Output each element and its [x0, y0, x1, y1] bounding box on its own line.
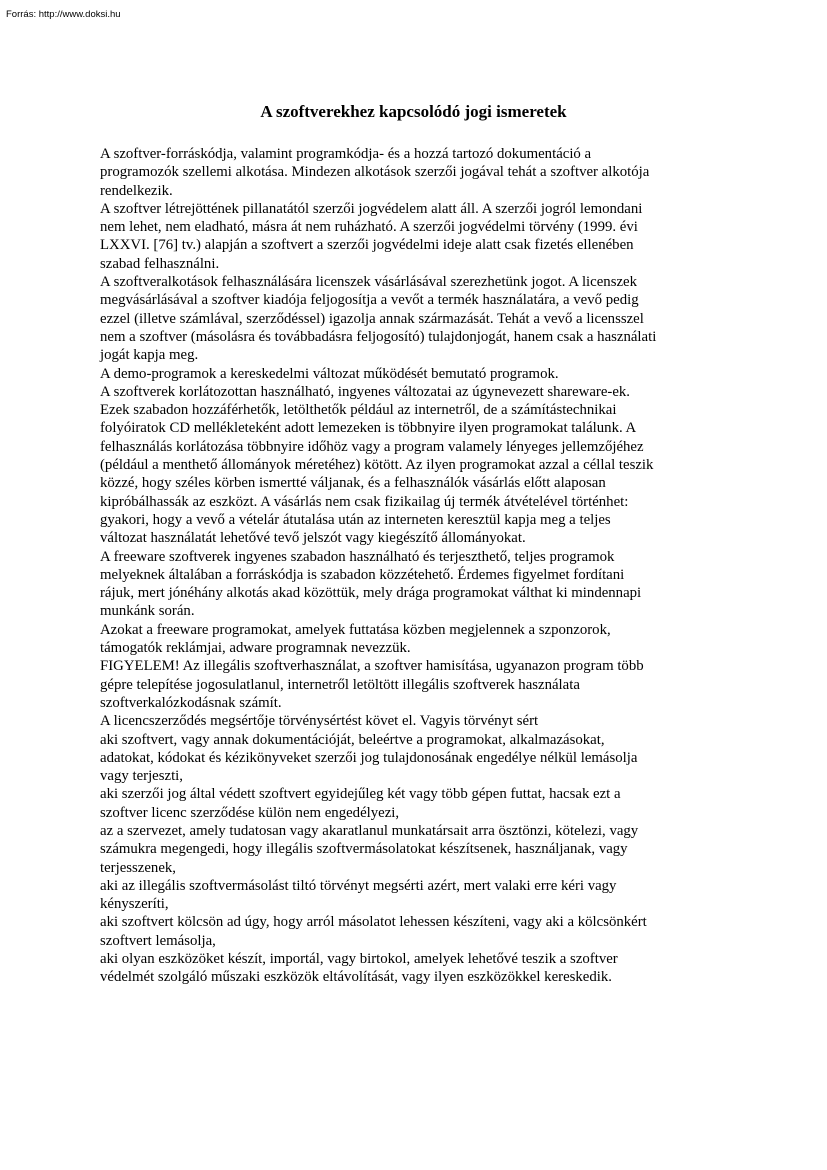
- text-line: vagy terjeszti,: [100, 768, 183, 785]
- text-line: rendelkezik.: [100, 182, 173, 199]
- text-line: nem a szoftver (másolásra és továbbadásra feljogosító) tulajdonjogát, hanem csak a használati: [100, 328, 657, 345]
- text-line: aki szoftvert kölcsön ad úgy, hogy arról másolatot lehessen készíteni, vagy aki a kölcsönkért: [100, 914, 647, 931]
- text-line: rájuk, mert jónéhány alkotás akad közöttük, mely drága programokat válthat ki mindennapi: [100, 585, 642, 602]
- text-line: nem lehet, nem eladható, másra át nem ruházható. A szerzői jogvédelmi törvény (1999. évi: [100, 219, 638, 236]
- document-title: A szoftverekhez kapcsolódó jogi ismeretek: [260, 102, 567, 121]
- text-line: A szoftverek korlátozottan használható, ingyenes változatai az úgynevezett shareware-ek.: [100, 383, 630, 400]
- text-line: szoftvert lemásolja,: [100, 932, 216, 949]
- text-line: megvásárlásával a szoftver kiadója feljogosítja a vevőt a termék használatára, a vevő pedig: [100, 292, 639, 309]
- text-line: jogát kapja meg.: [100, 347, 199, 364]
- text-line: szoftver licenc szerződése külön nem engedélyezi,: [100, 804, 400, 821]
- text-line: A licencszerződés megsértője törvénysértést követ el. Vagyis törvényt sért: [100, 713, 539, 730]
- text-line: változat használatát lehetővé tevő jelszót vagy kiegészítő állományokat.: [100, 530, 526, 547]
- text-line: A szoftver-forráskódja, valamint programkódja- és a hozzá tartozó dokumentáció a: [100, 146, 592, 162]
- text-line: aki az illegális szoftvermásolást tiltó törvényt megsérti azért, mert valaki erre kéri vagy: [100, 877, 617, 894]
- text-line: számukra megengedi, hogy illegális szoftvermásolatokat készítsenek, használjanak, vagy: [100, 841, 628, 858]
- text-line: FIGYELEM! Az illegális szoftverhasználat, a szoftver hamisítása, ugyanazon program több: [100, 658, 644, 675]
- text-line: LXXVI. [76] tv.) alapján a szoftvert a szerzői jogvédelmi ideje alatt csak fizetés ellenében: [100, 237, 634, 254]
- text-line: aki szerzői jog által védett szoftvert egyidejűleg két vagy több gépen futtat, hacsak ezt a: [100, 786, 621, 803]
- text-line: terjesszenek,: [100, 859, 177, 876]
- text-line: (például a menthető állományok méretéhez) kötött. Az ilyen programokat azzal a céllal teszik: [100, 457, 654, 474]
- document-body: [100, 145, 730, 987]
- text-line: munkánk során.: [100, 603, 195, 620]
- text-line: gyakori, hogy a vevő a vételár átutalása után az interneten keresztül kapja meg a teljes: [100, 511, 611, 528]
- text-line: Ezek szabadon hozzáférhetők, letölthetők például az internetről, de a számítástechnikai: [100, 402, 617, 419]
- text-line: az a szervezet, amely tudatosan vagy akaratlanul munkatársait arra ösztönzi, kötelezi, vagy: [100, 822, 639, 839]
- text-line: gépre telepítése jogosulatlanul, internetről letöltött illegális szoftverek használata: [100, 676, 580, 693]
- text-line: védelmét szolgáló műszaki eszközök eltávolítását, vagy ilyen eszközökkel kereskedik.: [100, 969, 612, 986]
- text-line: felhasználás korlátozása többnyire időhöz vagy a program valamely lényeges jellemzőjéhez: [100, 438, 644, 455]
- text-line: aki szoftvert, vagy annak dokumentációját, beleértve a programokat, alkalmazásokat,: [100, 731, 605, 748]
- text-line: adatokat, kódokat és kézikönyveket szerzői jog tulajdonosának engedélye nélkül lemásolja: [100, 749, 638, 766]
- text-line: szabad felhasználni.: [100, 255, 220, 272]
- text-line: A szoftveralkotások felhasználására licenszek vásárlásával szerezhetünk jogot. A licenszek: [100, 274, 637, 291]
- text-line: aki olyan eszközöket készít, importál, vagy birtokol, amelyek lehetővé teszik a szoftver: [100, 951, 618, 968]
- text-line: programozók szellemi alkotása. Mindezen alkotások szerzői jogával tehát a szoftver alkotója: [100, 164, 650, 181]
- text-line: A demo-programok a kereskedelmi változat működését bemutató programok.: [100, 365, 559, 382]
- text-line: közzé, hogy széles körben ismertté váljanak, és a felhasználók vásárlás előtt alaposan: [100, 475, 606, 492]
- text-line: kényszeríti,: [100, 896, 169, 913]
- text-line: folyóiratok CD mellékleteként adott lemezeken is többnyire ilyen programokat találunk. A: [100, 420, 637, 437]
- text-line: ezzel (illetve számlával, szerződéssel) igazolja annak származását. Tehát a vevő a licensszel: [100, 310, 644, 327]
- source-note: Forrás: http://www.doksi.hu: [6, 9, 121, 20]
- text-line: A szoftver létrejöttének pillanatától szerzői jogvédelem alatt áll. A szerzői jogról lemondani: [100, 200, 643, 217]
- text-line: Azokat a freeware programokat, amelyek futtatása közben megjelennek a szponzorok,: [100, 621, 611, 638]
- text-line: melyeknek általában a forráskódja is szabadon közzétehető. Érdemes figyelmet fordítani: [100, 566, 625, 583]
- text-line: szoftverkalózkodásnak számít.: [100, 694, 282, 711]
- text-line: A freeware szoftverek ingyenes szabadon használható és terjeszthető, teljes programok: [100, 548, 615, 565]
- text-line: támogatók reklámjai, adware programnak nevezzük.: [100, 640, 411, 657]
- text-line: kipróbálhassák az eszközt. A vásárlás nem csak fizikailag új termék átvételével történhet:: [100, 493, 629, 510]
